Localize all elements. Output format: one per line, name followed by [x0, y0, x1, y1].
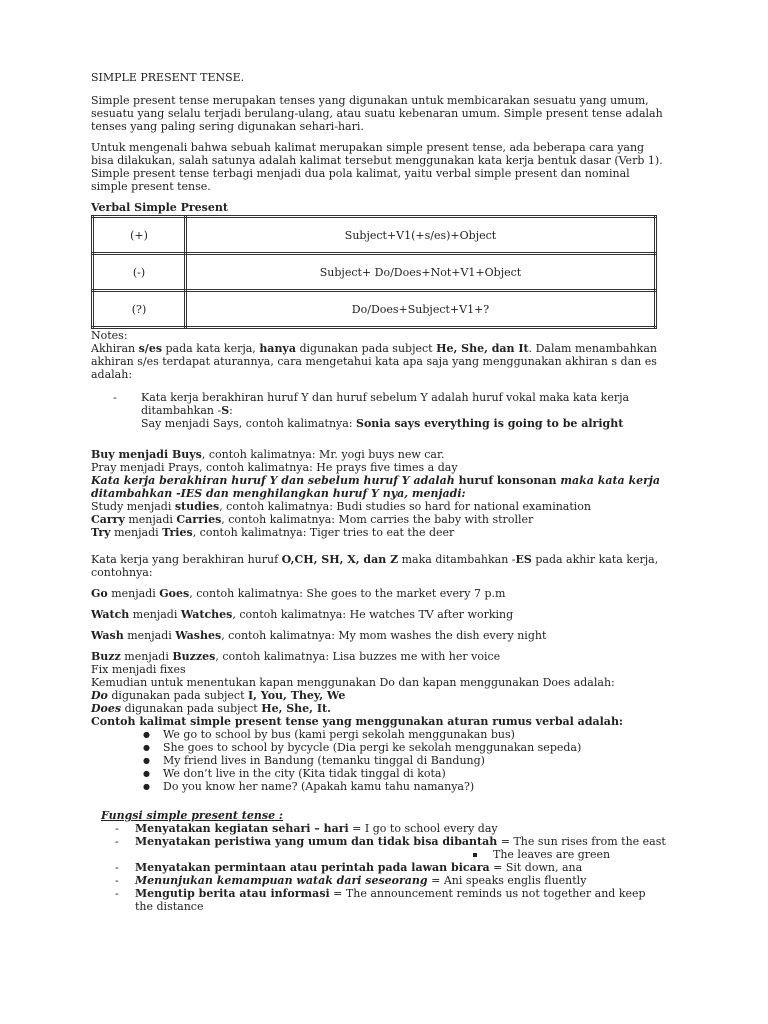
list-item: ● Do you know her name? (Apakah kamu tahu namanya?) [143, 780, 666, 793]
notes-label: Notes: [91, 329, 128, 342]
dash-marker: - [115, 835, 119, 848]
square-bullet-icon [473, 853, 477, 857]
table-row [93, 254, 656, 291]
table-cell-formula: Subject+V1(+s/es)+Object [186, 217, 656, 254]
example-goes: Go menjadi Goes, contoh kalimatnya: She goes to the market every 7 p.m [91, 587, 506, 600]
table-cell-formula: Do/Does+Subject+V1+? [186, 291, 656, 328]
dash-marker: - [115, 874, 119, 887]
do-usage: Do digunakan pada subject I, You, They, We [91, 689, 346, 702]
fungsi-item: - Mengutip berita atau informasi = The announcement reminds us not together and keep the distance [91, 887, 666, 913]
rule-y-vowel-example: Say menjadi Says, contoh kalimatnya: Sonia says everything is going to be alright [141, 417, 624, 430]
table-cell-sign: (?) [93, 291, 186, 328]
example-studies: Study menjadi studies, contoh kalimatnya: Budi studies so hard for national examination [91, 500, 592, 513]
intro-paragraph-1: Simple present tense merupakan tenses yang digunakan untuk membicarakan sesuatu yang umum, sesuatu yang selalu terjadi berulang-ulang, atau suatu kebenaran umum. Simple present tense adalah tenses yang paling sering digunakan sehari-hari. [91, 94, 663, 133]
list-item: ● She goes to school by bycycle (Dia pergi ke sekolah menggunakan sepeda) [143, 741, 666, 754]
page-title: SIMPLE PRESENT TENSE. [91, 71, 245, 84]
dash-marker: - [115, 861, 119, 874]
fungsi-item: - Menyatakan peristiwa yang umum dan tidak bisa dibantah = The sun rises from the east [91, 835, 666, 848]
example-carries: Carry menjadi Carries, contoh kalimatnya: Mom carries the baby with stroller [91, 513, 534, 526]
do-does-intro: Kemudian untuk menentukan kapan menggunakan Do dan kapan menggunakan Does adalah: [91, 676, 615, 689]
examples-list [91, 728, 666, 793]
example-fixes: Fix menjadi fixes [91, 663, 186, 676]
fungsi-item: - Menunjukan kemampuan watak dari seseorang = Ani speaks englis fluently [91, 874, 666, 887]
rule-y-vowel-text: Kata kerja berakhiran huruf Y dan huruf sebelum Y adalah huruf vokal maka kata kerja ditambahkan -S: [141, 391, 630, 417]
examples-heading: Contoh kalimat simple present tense yang menggunakan aturan rumus verbal adalah: [91, 715, 623, 728]
dash-marker: - [115, 822, 119, 835]
intro-paragraph-2: Untuk mengenali bahwa sebuah kalimat merupakan simple present tense, ada beberapa cara yang bisa dilakukan, salah satunya adalah kalimat tersebut menggunakan kata kerja bentuk dasar (Verb 1). Simple present tense terbagi menjadi dua pola kalimat, yaitu verbal simple present dan nominal simple present tense. [91, 141, 663, 193]
fungsi-item: - Menyatakan permintaan atau perintah pada lawan bicara = Sit down, ana [91, 861, 666, 874]
verbal-heading: Verbal Simple Present [91, 201, 228, 214]
rule-y-consonant: Kata kerja berakhiran huruf Y dan sebelum huruf Y adalah huruf konsonan maka kata kerja ditambahkan -IES dan menghilangkan huruf Y nya, menjadi: [91, 474, 661, 500]
example-buys: Buy menjadi Buys, contoh kalimatnya: Mr. yogi buys new car. [91, 448, 445, 461]
list-item: ● We don’t live in the city (Kita tidak tinggal di kota) [143, 767, 666, 780]
does-usage: Does digunakan pada subject He, She, It. [91, 702, 331, 715]
rule-es: Kata kerja yang berakhiran huruf O,CH, SH, X, dan Z maka ditambahkan -ES pada akhir kata kerja, contohnya: [91, 553, 659, 579]
list-item: ● We go to school by bus (kami pergi sekolah menggunakan bus) [143, 728, 666, 741]
table-row [93, 217, 656, 254]
formula-table [91, 215, 657, 329]
list-item: ● My friend lives in Bandung (temanku tinggal di Bandung) [143, 754, 666, 767]
dash-marker: - [113, 391, 117, 404]
fungsi-heading: Fungsi simple present tense : [101, 809, 283, 822]
document-page [91, 71, 666, 913]
notes-text: Akhiran s/es pada kata kerja, hanya digunakan pada subject He, She, dan It. Dalam menambahkan akhiran s/es terdapat aturannya, cara mengetahui kata apa saja yang menggunakan akhiran s dan es adalah: [91, 342, 657, 381]
example-tries: Try menjadi Tries, contoh kalimatnya: Tiger tries to eat the deer [91, 526, 455, 539]
fungsi-sub-item: The leaves are green [91, 848, 666, 861]
table-cell-formula: Subject+ Do/Does+Not+V1+Object [186, 254, 656, 291]
example-watches: Watch menjadi Watches, contoh kalimatnya: He watches TV after working [91, 608, 514, 621]
fungsi-item: - Menyatakan kegiatan sehari – hari = I go to school every day [91, 822, 666, 835]
example-washes: Wash menjadi Washes, contoh kalimatnya: My mom washes the dish every night [91, 629, 547, 642]
example-buzzes: Buzz menjadi Buzzes, contoh kalimatnya: Lisa buzzes me with her voice [91, 650, 501, 663]
table-cell-sign: (-) [93, 254, 186, 291]
example-prays: Pray menjadi Prays, contoh kalimatnya: He prays five times a day [91, 461, 458, 474]
table-cell-sign: (+) [93, 217, 186, 254]
table-row [93, 291, 656, 328]
rule-y-vowel [91, 391, 666, 430]
dash-marker: - [115, 887, 119, 900]
